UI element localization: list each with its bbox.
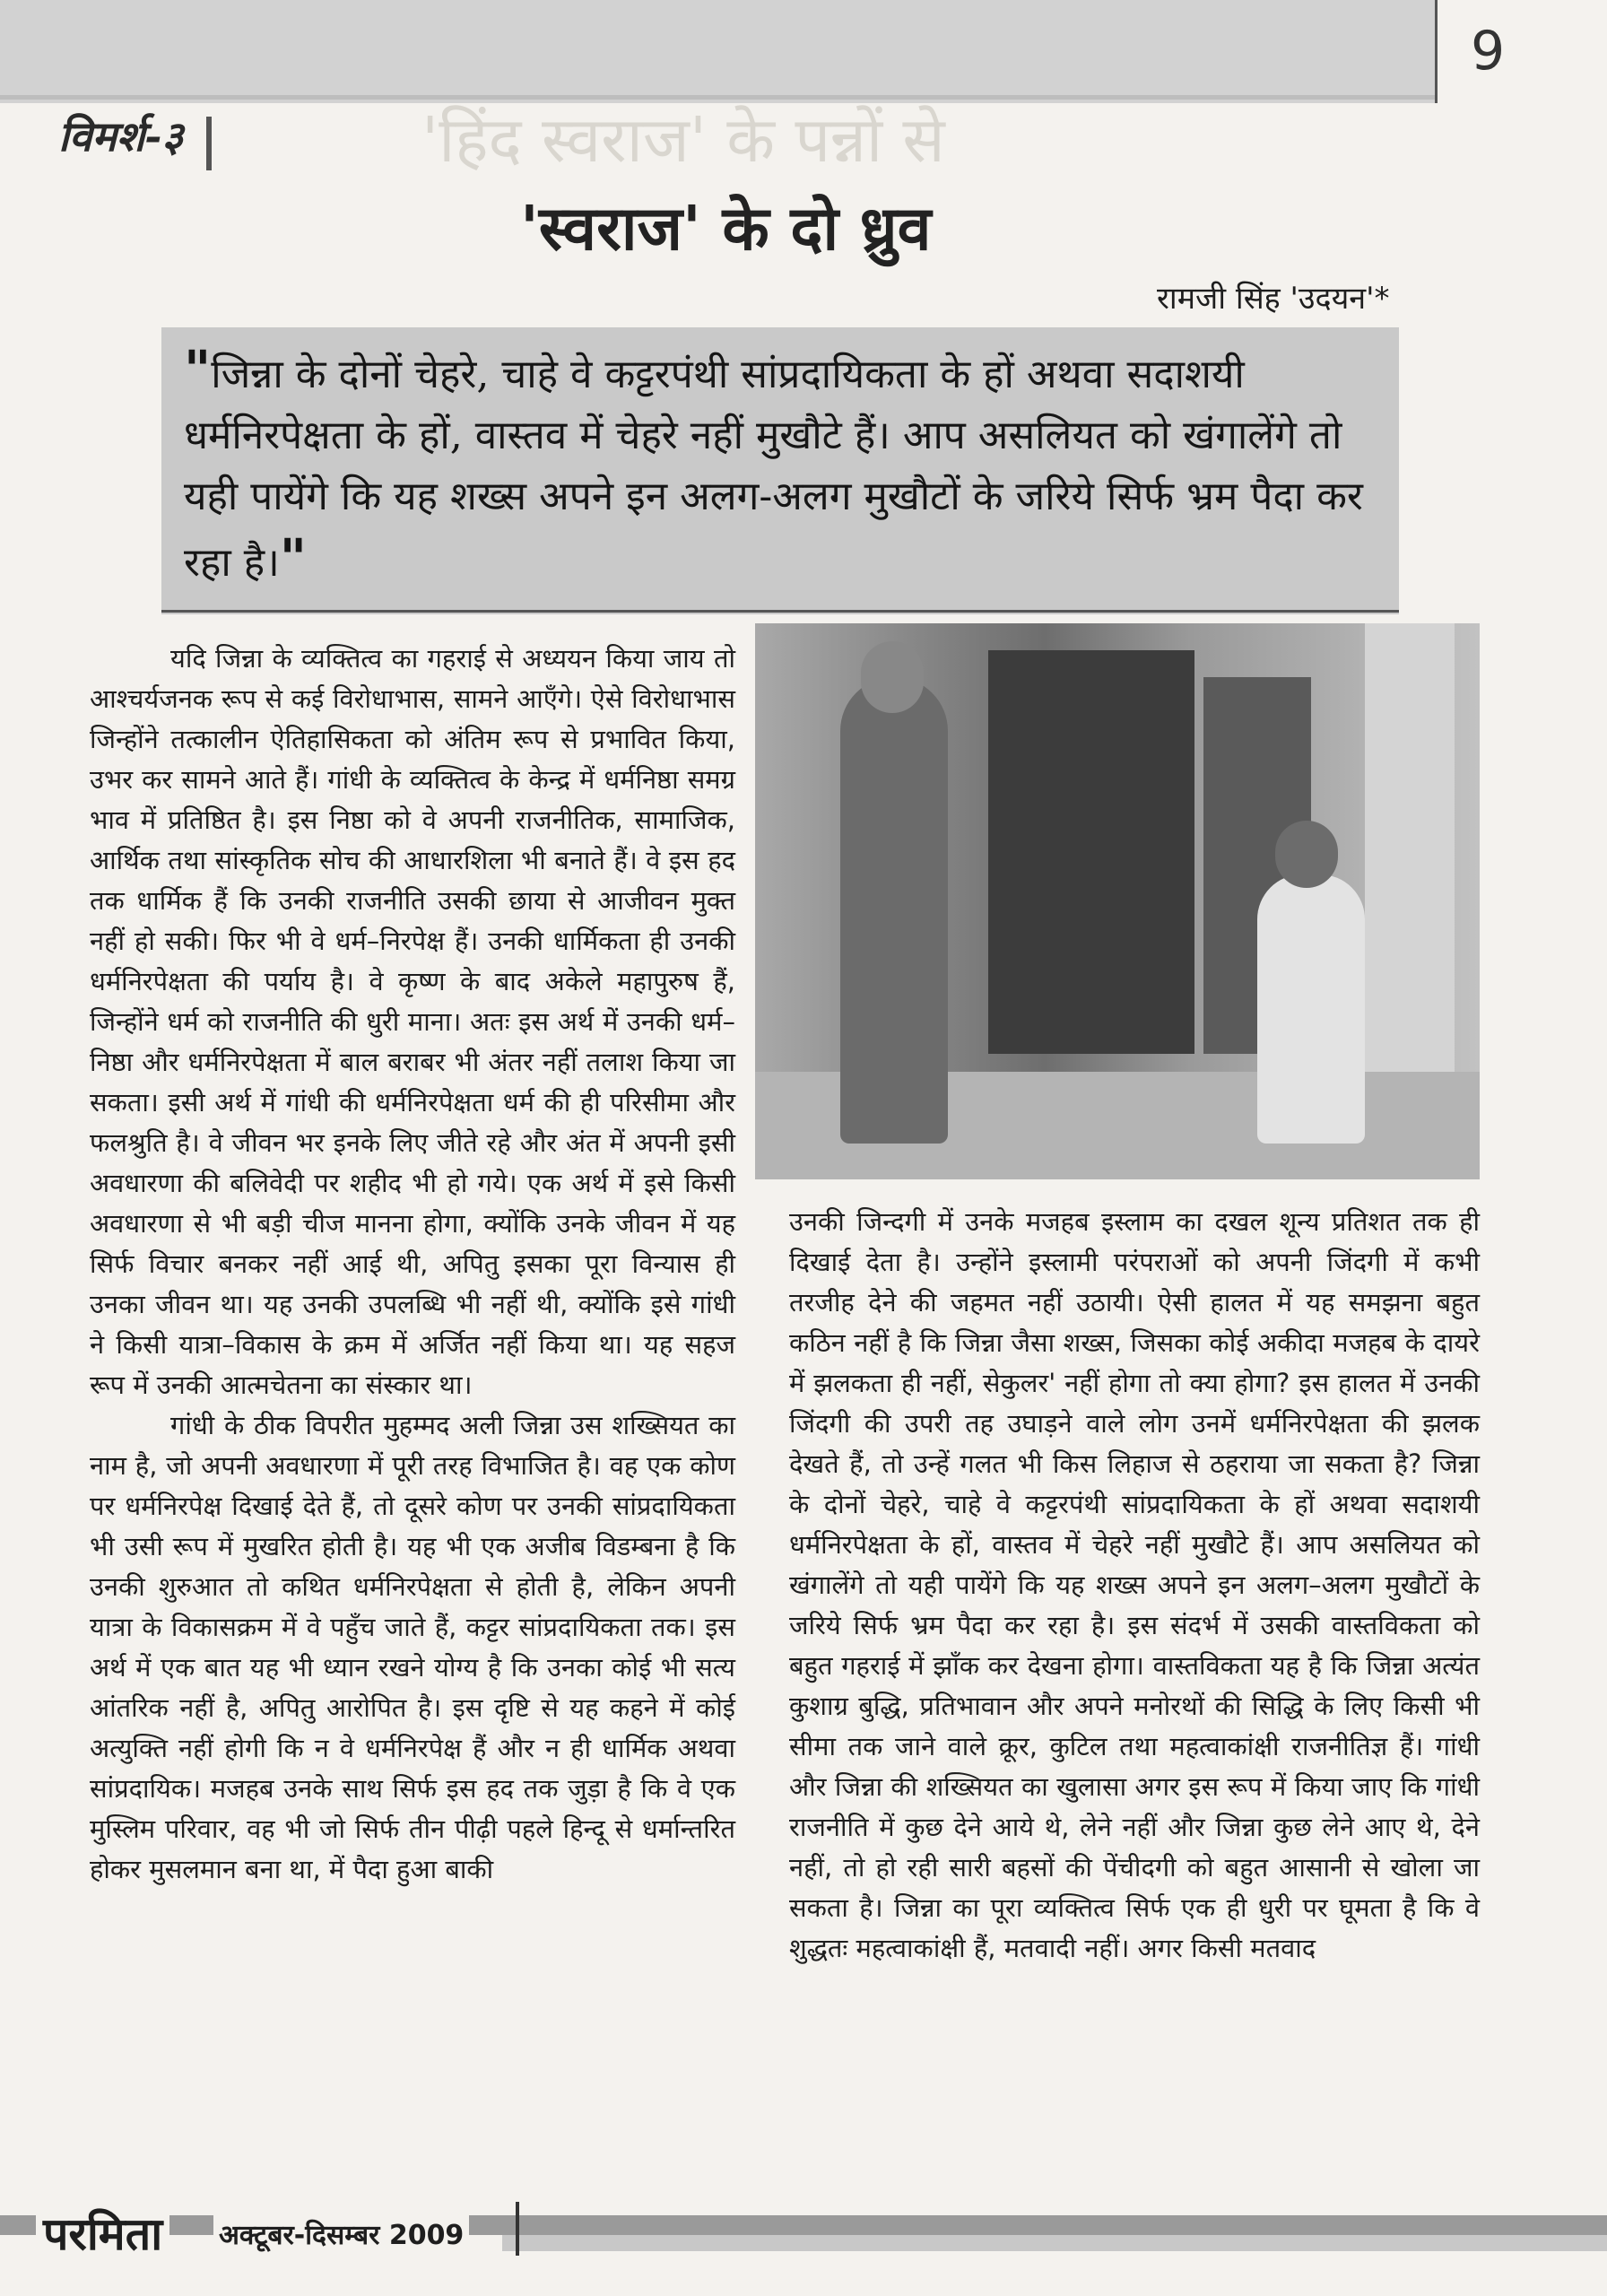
pull-quote-rule <box>161 610 1399 613</box>
magazine-brand: परमिता <box>36 2202 169 2263</box>
photo-door <box>988 650 1194 1054</box>
article-title: 'स्वराज' के दो ध्रुव <box>520 193 932 265</box>
paragraph: गांधी के ठीक विपरीत मुहम्मद अली जिन्ना उस शख्सियत का नाम है, जो अपनी अवधारणा में पूरी तरह विभाजित है। वह एक कोण पर धर्मनिरपेक्ष दिखाई देते हैं, तो दूसरे कोण पर उनकी सांप्रदायिकता भी उसी रूप में मुखरित होती है। यह भी एक अजीब विडम्बना है कि उनकी शुरुआत तो कथित धर्मनिरपेक्षता से होती है, लेकिन अपनी यात्रा के विकासक्रम में वे पहुँच जाते हैं, कट्टर सांप्रदायिकता तक। इस अर्थ में एक बात यह भी ध्यान रखने योग्य है कि उनका कोई भी सत्य आंतरिक नहीं है, अपितु आरोपित है। इस दृष्टि से यह कहने में कोई अत्युक्ति नहीं होगी कि न वे धर्मनिरपेक्ष हैं और न ही धार्मिक अथवा सांप्रदायिक। मजहब उनके साथ सिर्फ इस हद तक जुड़ा है कि वे एक मुस्लिम परिवार, वह भी जो सिर्फ तीन पीढ़ी पहले हिन्दू से धर्मान्तरित होकर मुसलमान बना था, में पैदा हुआ बाकी <box>90 1410 735 1884</box>
photo-figure-standing <box>840 677 948 1144</box>
photo-figure-walking <box>1257 874 1365 1144</box>
open-quote-mark: " <box>184 339 212 400</box>
article-column-right <box>789 1202 1480 1969</box>
page-number: 9 <box>1471 20 1506 83</box>
author-byline: रामजी सिंह 'उदयन'* <box>1157 281 1390 317</box>
page-number-box <box>1435 0 1607 103</box>
section-tag-divider <box>206 117 212 170</box>
pull-quote <box>184 339 1390 594</box>
issue-date: अक्टूबर-दिसम्बर 2009 <box>213 2215 469 2252</box>
section-tag: विमर्श-३ <box>58 112 184 161</box>
header-band <box>0 0 1435 103</box>
close-quote-mark: " <box>279 527 308 588</box>
pull-quote-text: जिन्ना के दोनों चेहरे, चाहे वे कट्टरपंथी सांप्रदायिकता के हों अथवा सदाशयी धर्मनिरपेक्षता के हों, वास्तव में चेहरे नहीं मुखौटे हैं। आप असलियत को खंगालेंगे तो यही पायेंगे कि यह शख्स अपने इन अलग-अलग मुखौटों के जरिये सिर्फ भ्रम पैदा कर रहा है। <box>184 352 1363 586</box>
footer-separator <box>516 2202 519 2256</box>
footer-bar-shade <box>502 2235 1607 2251</box>
paragraph: उनकी जिन्दगी में उनके मजहब इस्लाम का दखल शून्य प्रतिशत तक ही दिखाई देता है। उन्होंने इस्लामी परंपराओं को अपनी जिंदगी में कभी तरजीह देने की जहमत नहीं उठायी। ऐसी हालत में यह समझना बहुत कठिन नहीं है कि जिन्ना जैसा शख्स, जिसका कोई अकीदा मजहब के दायरे में झलकता ही नहीं, सेकुलर' नहीं होगा तो क्या होगा? इस हालत में उनकी जिंदगी की उपरी तह उघाड़ने वाले लोग उनमें धर्मनिरपेक्षता की झलक देखते हैं, तो उन्हें गलत भी किस लिहाज से ठहराया जा सकता है? जिन्ना के दोनों चेहरे, चाहे वे कट्टरपंथी सांप्रदायिकता के हों अथवा सदाशयी धर्मनिरपेक्षता के हों, वास्तव में चेहरे नहीं मुखौटे हैं। आप असलियत को खंगालेंगे तो यही पायेंगे कि यह शख्स अपने इन अलग–अलग मुखौटों के जरिये सिर्फ भ्रम पैदा कर रहा है। इस संदर्भ में उसकी वास्तविकता को बहुत गहराई में झाँक कर देखना होगा। वास्तविकता यह है कि जिन्ना अत्यंत कुशाग्र बुद्धि, प्रतिभावान और अपने मनोरथों की सिद्धि के लिए किसी भी सीमा तक जाने वाले क्रूर, कुटिल तथा महत्वाकांक्षी राजनीतिज्ञ हैं। गांधी और जिन्ना की शख्सियत का खुलासा अगर इस रूप में किया जाए कि गांधी राजनीति में कुछ देने आये थे, लेने नहीं और जिन्ना कुछ लेने आए थे, देने नहीं, तो हो रही सारी बहसों की पेंचीदगी को बहुत आसानी से खोला जा सकता है। जिन्ना का पूरा व्यक्तित्व सिर्फ एक ही धुरी पर घूमता है कि वे शुद्धतः महत्वाकांक्षी हैं, मतवादी नहीं। अगर किसी मतवाद <box>789 1206 1480 1963</box>
article-photo <box>755 623 1480 1179</box>
bleedthrough-heading: 'हिंद स्वराज' के पन्नों से <box>421 103 945 177</box>
photo-figure-walking-head <box>1275 821 1338 888</box>
article-column-left <box>90 639 735 1890</box>
photo-figure-standing-head <box>861 641 924 713</box>
photo-pillar <box>1365 623 1455 1072</box>
paragraph: यदि जिन्ना के व्यक्तित्व का गहराई से अध्ययन किया जाय तो आश्चर्यजनक रूप से कई विरोधाभास, सामने आएँगे। ऐसे विरोधाभास जिन्होंने तत्कालीन ऐतिहासिकता को अंतिम रूप से प्रभावित किया, उभर कर सामने आते हैं। गांधी के व्यक्तित्व के केन्द्र में धर्मनिष्ठा समग्र भाव में प्रतिष्ठित है। इस निष्ठा को वे अपनी राजनीतिक, सामाजिक, आर्थिक तथा सांस्कृतिक सोच की आधारशिला भी बनाते हैं। वे इस हद तक धार्मिक हैं कि उनकी राजनीति उसकी छाया से आजीवन मुक्त नहीं हो सकी। फिर भी वे धर्म–निरपेक्ष हैं। उनकी धार्मिकता ही उनकी धर्मनिरपेक्षता की पर्याय है। वे कृष्ण के बाद अकेले महापुरुष हैं, जिन्होंने धर्म को राजनीति की धुरी माना। अतः इस अर्थ में उनकी धर्म–निष्ठा और धर्मनिरपेक्षता में बाल बराबर भी अंतर नहीं तलाश किया जा सकता। इसी अर्थ में गांधी की धर्मनिरपेक्षता धर्म की ही परिसीमा और फलश्रुति है। वे जीवन भर इनके लिए जीते रहे और अंत में अपनी इसी अवधारणा की बलिवेदी पर शहीद भी हो गये। एक अर्थ में इसे किसी अवधारणा से भी बड़ी चीज मानना होगा, क्योंकि उनके जीवन में यह सिर्फ विचार बनकर नहीं आई थी, अपितु इसका पूरा विन्यास ही उनका जीवन था। यह उनकी उपलब्धि भी नहीं थी, क्योंकि इसे गांधी ने किसी यात्रा–विकास के क्रम में अर्जित नहीं किया था। यह सहज रूप में उनकी आत्मचेतना का संस्कार था। <box>90 643 735 1400</box>
